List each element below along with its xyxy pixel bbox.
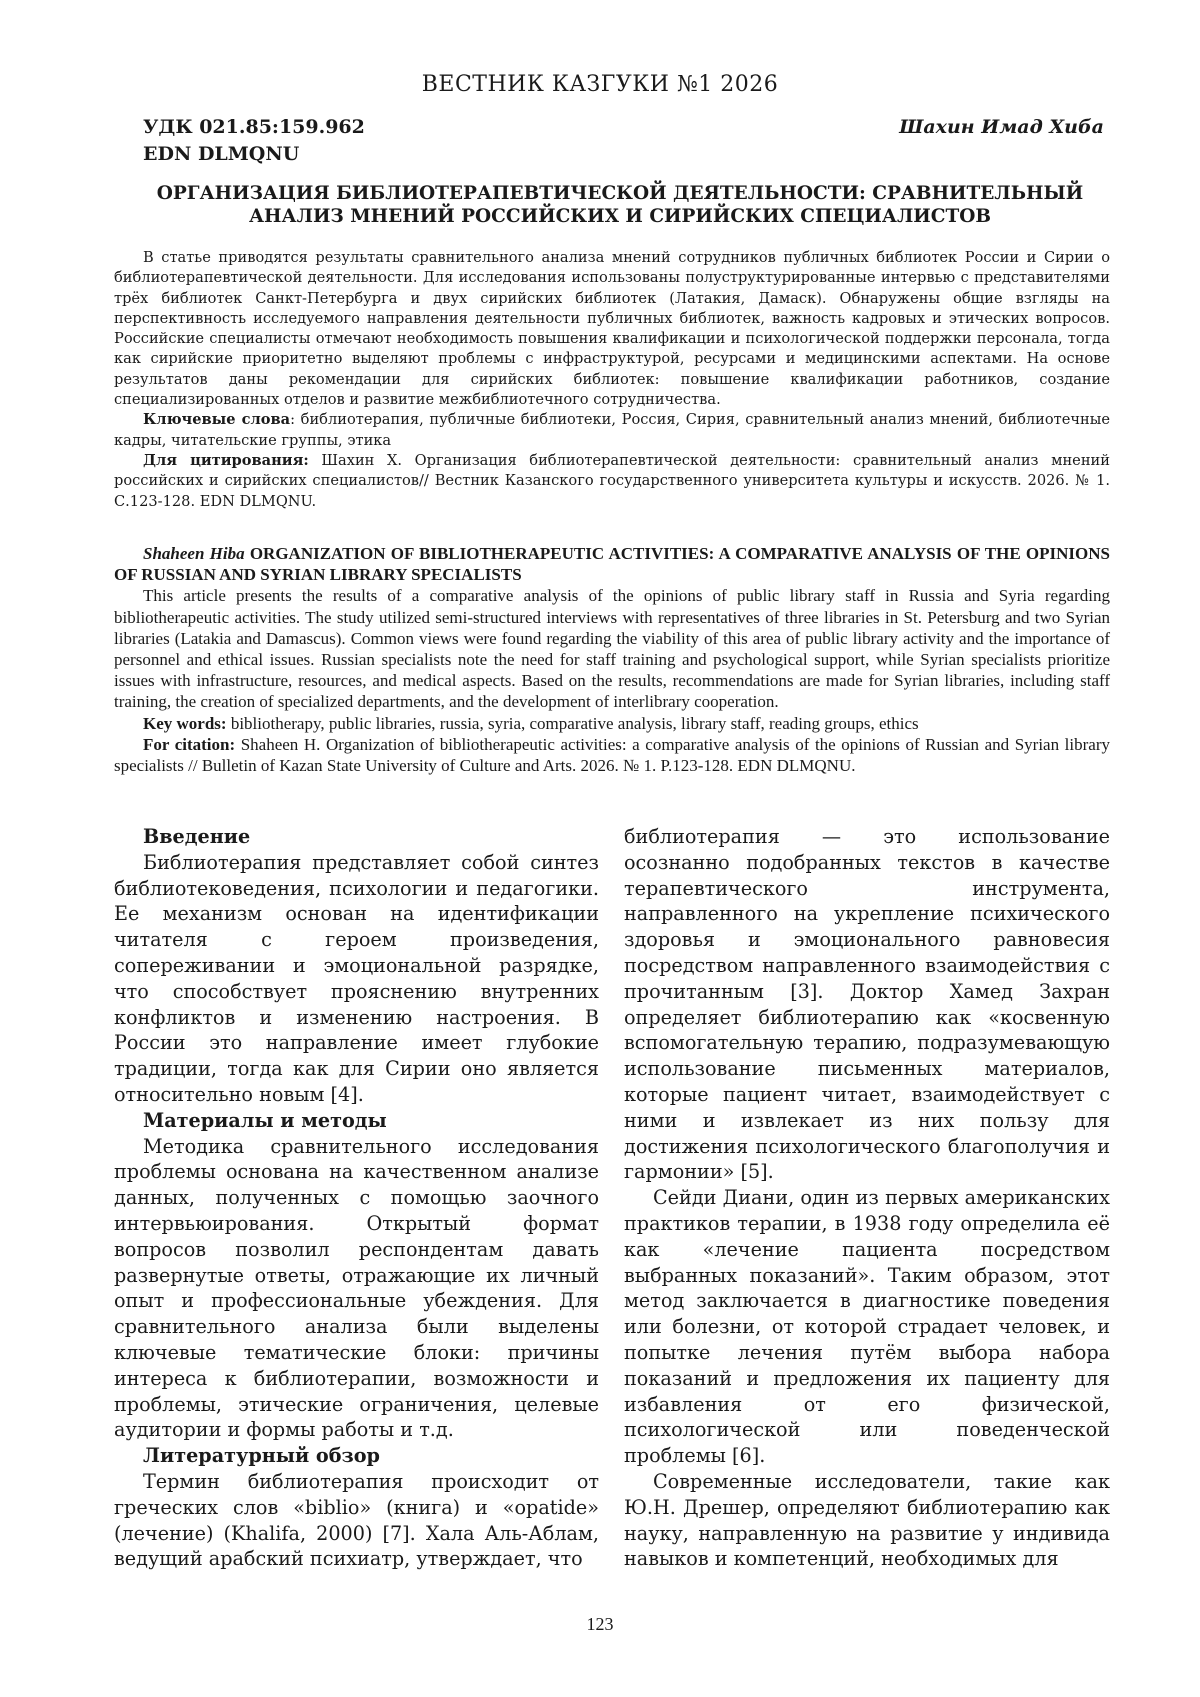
abstract-ru: В статье приводятся результаты сравнительного анализа мнений сотрудников публичных библиотек России и Сирии о библиотерапевтической деятельности. Для исследования использованы полуструктурированные интервью с представителями трёх библиотек Санкт-Петербурга и двух сирийских библиотек (Латакия, Дамаск). Обнаружены общие взгляды на перспективность исследуемого направления деятельности публичных библиотек, важность кадровых и этических вопросов. Российские специалисты отмечают необходимость повышения квалификации и психологической поддержки персонала, тогда как сирийские приоритетно выделяют проблемы с инфраструктурой, ресурсами и медицинскими аспектами. На основе результатов даны рекомендации для сирийских библиотек: повышение квалификации работников, создание специализированных отделов и развитие межбиблиотечного сотрудничества. xyxy=(114,249,1110,409)
citation-en-text: Shaheen H. Organization of bibliotherapeutic activities: a comparative analysis of the opinions of Russian and Syrian library specialists // Bulletin of Kazan State University of Culture and Arts. 2026. № 1. P.123-128. EDN DLMQNU. xyxy=(114,734,1110,776)
paragraph-right-2: Сейди Диани, один из первых американских практиков терапии, в 1938 году определила её как «лечение пациента посредством выбранных показаний». Таким образом, этот метод заключается в диагностике поведения или болезни, от которой страдает человек, и попытке лечения путём выбора набора показаний и предложения их пациенту для избавления от его физической, психологической или поведенческой проблемы [6]. xyxy=(624,1186,1110,1468)
paragraph-review: Термин библиотерапия происходит от греческих слов «biblio» (книга) и «opatide» (лечение) (Khalifa, 2000) [7]. Хала Аль-Аблам, ведущий арабский психиатр, утверждает, что xyxy=(114,1469,599,1571)
section-heading-methods: Материалы и методы xyxy=(143,1108,387,1132)
keywords-ru-label: Ключевые слова xyxy=(143,411,291,429)
journal-header: ВЕСТНИК КАЗГУКИ №1 2026 xyxy=(421,72,779,97)
keywords-ru-text: : библиотерапия, публичные библиотеки, Россия, Сирия, сравнительный анализ мнений, библиотечные кадры, читательские группы, этика xyxy=(114,411,1110,449)
abstract-ru-block xyxy=(114,248,1110,512)
keywords-en xyxy=(114,713,1110,734)
title-en-text: ORGANIZATION OF BIBLIOTHERAPEUTIC ACTIVITIES: A COMPARATIVE ANALYSIS OF THE OPINIONS OF RUSSIAN AND SYRIAN LIBRARY SPECIALISTS xyxy=(114,544,1110,585)
section-heading-review: Литературный обзор xyxy=(143,1444,380,1468)
citation-en xyxy=(114,734,1110,776)
paragraph-methods: Методика сравнительного исследования проблемы основана на качественном анализе данных, полученных с помощью заочного интервьюирования. Открытый формат вопросов позволил респондентам давать развернутые ответы, отражающие их личный опыт и профессиональные убеждения. Для сравнительного анализа были выделены ключевые тематические блоки: причины интереса к библиотерапии, возможности и проблемы, этические ограничения, целевые аудитории и формы работы и т.д. xyxy=(114,1134,599,1442)
paragraph-right-1: библиотерапия — это использование осознанно подобранных текстов в качестве терапевтического инструмента, направленного на укрепление психического здоровья и эмоционального равновесия посредством направленного взаимодействия с прочитанным [3]. Доктор Хамед Захран определяет библиотерапию как «косвенную вспомогательную терапию, подразумевающую использование письменных материалов, которые пациент читает, взаимодействует с ними и извлекает из них пользу для достижения психологического благополучия и гармонии» [5]. xyxy=(624,825,1110,1184)
author-name: Шахин Имад Хиба xyxy=(899,116,1104,138)
citation-en-label: For citation: xyxy=(143,734,236,754)
abstract-en-block xyxy=(114,543,1110,776)
keywords-en-label: Key words: xyxy=(143,713,227,733)
citation-ru-text: Шахин Х. Организация библиотерапевтической деятельности: сравнительный анализ мнений российских и сирийских специалистов// Вестник Казанского государственного университета культуры и искусств. 2026. № 1. С.123-128. EDN DLMQNU. xyxy=(114,451,1110,510)
author-en: Shaheen Hiba xyxy=(143,544,245,563)
body-column-left xyxy=(114,824,599,1572)
article-title: ОРГАНИЗАЦИЯ БИБЛИОТЕРАПЕВТИЧЕСКОЙ ДЕЯТЕЛЬНОСТИ: СРАВНИТЕЛЬНЫЙ АНАЛИЗ МНЕНИЙ РОССИЙСКИХ И СИРИЙСКИХ СПЕЦИАЛИСТОВ xyxy=(156,183,1084,227)
udk-code: УДК 021.85:159.962 xyxy=(143,116,365,138)
title-en xyxy=(114,543,1110,585)
keywords-en-text: bibliotherapy, public libraries, russia, syria, comparative analysis, library staff, reading groups, ethics xyxy=(226,713,919,733)
paragraph-right-3: Современные исследователи, такие как Ю.Н. Дрешер, определяют библиотерапию как науку, направленную на развитие у индивида навыков и компетенций, необходимых для xyxy=(624,1469,1110,1571)
citation-ru xyxy=(114,451,1110,512)
edn-code: EDN DLMQNU xyxy=(143,143,300,165)
paragraph-intro: Библиотерапия представляет собой синтез библиотековедения, психологии и педагогики. Ее механизм основан на идентификации читателя с героем произведения, сопереживании и эмоциональной разрядке, что способствует прояснению внутренних конфликтов и изменению настроения. В России это направление имеет глубокие традиции, тогда как для Сирии оно является относительно новым [4]. xyxy=(114,850,599,1106)
abstract-en: This article presents the results of a comparative analysis of the opinions of public library staff in Russia and Syria regarding bibliotherapeutic activities. The study utilized semi-structured interviews with representatives of three libraries in St. Petersburg and two Syrian libraries (Latakia and Damascus). Common views were found regarding the viability of this area of public library activity and the importance of personnel and ethical issues. Russian specialists note the need for staff training and psychological support, while Syrian specialists prioritize issues with infrastructure, resources, and medical aspects. Based on the results, recommendations are made for Syrian libraries, including staff training, the creation of specialized departments, and the development of interlibrary cooperation. xyxy=(114,586,1110,712)
keywords-ru xyxy=(114,410,1110,451)
page-number: 123 xyxy=(586,1614,614,1634)
section-heading-intro: Введение xyxy=(143,825,251,848)
body-column-right xyxy=(624,824,1110,1572)
citation-ru-label: Для цитирования: xyxy=(143,451,309,469)
